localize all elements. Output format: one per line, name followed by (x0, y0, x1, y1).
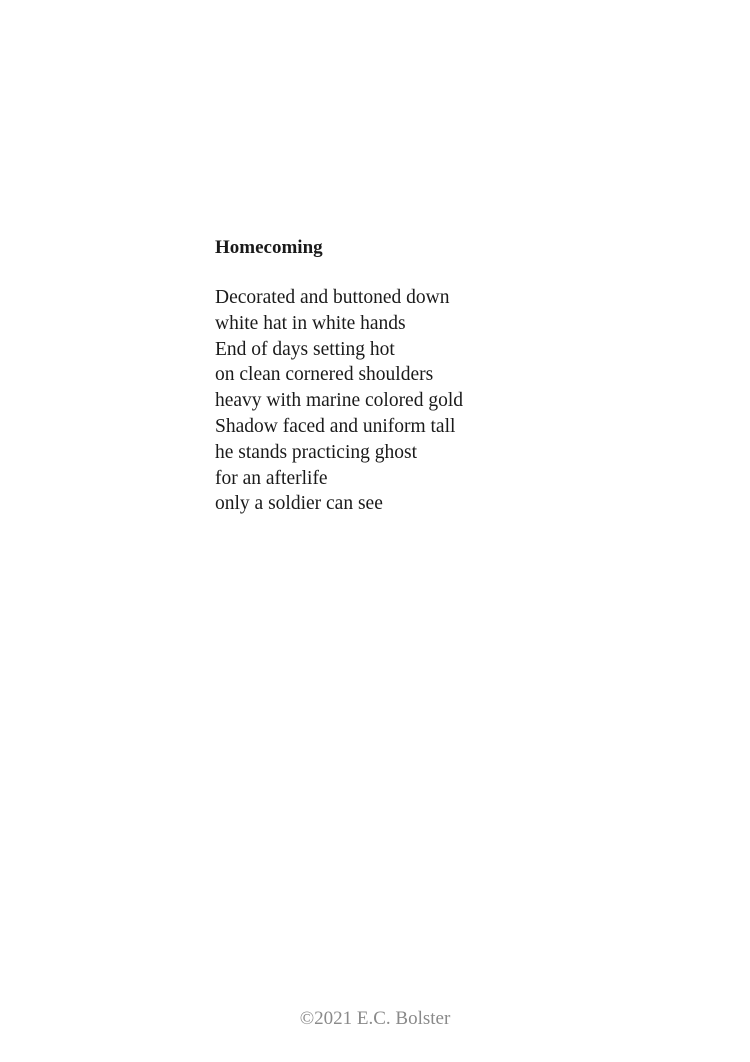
poem-line: heavy with marine colored gold (215, 390, 464, 412)
poem-line: Decorated and buttoned down (215, 287, 450, 308)
poem-line: only a soldier can see (215, 493, 383, 515)
poem-stanza (215, 285, 635, 517)
copyright-footer: ©2021 E.C. Bolster (299, 1008, 451, 1029)
poem-title: Homecoming (215, 237, 323, 258)
poem-line: white hat in white hands (215, 312, 406, 334)
poem (215, 234, 635, 517)
poem-line: he stands practicing ghost (215, 441, 417, 463)
poem-line: End of days setting hot (215, 338, 395, 360)
poem-line: Shadow faced and uniform tall (215, 415, 456, 437)
poem-line: on clean cornered shoulders (215, 364, 434, 386)
poem-line: for an afterlife (215, 467, 328, 489)
